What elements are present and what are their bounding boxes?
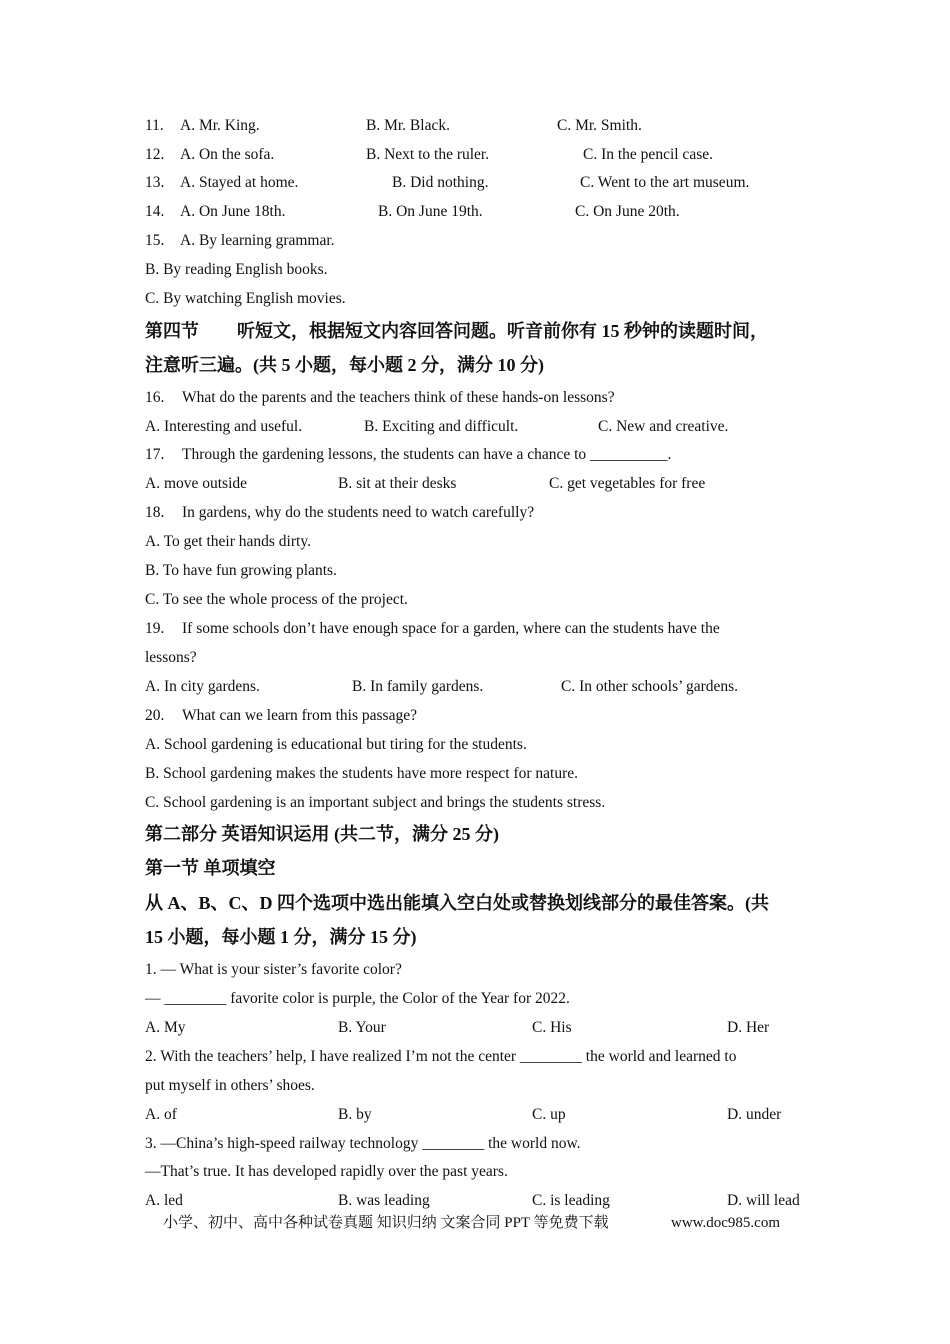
option-b: B. by bbox=[338, 1106, 372, 1123]
question-text: —That’s true. It has developed rapidly over the past years. bbox=[145, 1163, 508, 1180]
option-c: C. In the pencil case. bbox=[583, 146, 713, 163]
question-text: 3. —China’s high-speed railway technology ________ the world now. bbox=[145, 1135, 581, 1152]
question-number: 12. bbox=[145, 146, 165, 163]
option-b: B. By reading English books. bbox=[145, 261, 328, 278]
question-text: Through the gardening lessons, the students can have a chance to __________. bbox=[182, 446, 672, 463]
question-text: 1. — What is your sister’s favorite color? bbox=[145, 961, 402, 978]
instruction-line1: 从 A、B、C、D 四个选项中选出能填入空白处或替换划线部分的最佳答案。(共 bbox=[145, 893, 769, 913]
question-number: 15. bbox=[145, 232, 165, 249]
option-a: A. move outside bbox=[145, 475, 248, 492]
option-d: D. Her bbox=[727, 1019, 770, 1036]
question-number: 13. bbox=[145, 174, 165, 191]
section-heading bbox=[145, 319, 825, 343]
option-c: C. Mr. Smith. bbox=[557, 117, 642, 134]
option-d: D. under bbox=[727, 1106, 782, 1123]
option-a: A. In city gardens. bbox=[145, 678, 260, 695]
option-b: B. Your bbox=[338, 1019, 386, 1036]
question-text: 2. With the teachers’ help, I have realized I’m not the center ________ the world and learned to bbox=[145, 1048, 737, 1065]
question-number: 18. bbox=[145, 504, 165, 521]
option-c: C. New and creative. bbox=[598, 418, 729, 435]
section-heading-line2: 注意听三遍。(共 5 小题，每小题 2 分，满分 10 分) bbox=[145, 355, 544, 375]
option-b: B. Mr. Black. bbox=[366, 117, 450, 134]
option-c: C. In other schools’ gardens. bbox=[561, 678, 739, 695]
option-a: A. By learning grammar. bbox=[180, 232, 335, 249]
option-b: B. Exciting and difficult. bbox=[364, 418, 519, 435]
option-a: A. Mr. King. bbox=[180, 117, 260, 134]
option-c: C. is leading bbox=[532, 1192, 610, 1209]
option-c: C. Went to the art museum. bbox=[580, 174, 750, 191]
option-c: C. On June 20th. bbox=[575, 203, 680, 220]
question-number: 19. bbox=[145, 620, 165, 637]
question-text: If some schools don’t have enough space for a garden, where can the students have the bbox=[182, 620, 720, 637]
option-c: C. School gardening is an important subject and brings the students stress. bbox=[145, 794, 606, 811]
question-text: What do the parents and the teachers think of these hands-on lessons? bbox=[182, 389, 615, 406]
question-text-continued: lessons? bbox=[145, 649, 197, 666]
option-b: B. Next to the ruler. bbox=[366, 146, 490, 163]
question-number: 16. bbox=[145, 389, 165, 406]
option-b: B. Did nothing. bbox=[392, 174, 489, 191]
option-a: A. On June 18th. bbox=[180, 203, 286, 220]
question-number: 20. bbox=[145, 707, 165, 724]
option-a: A. of bbox=[145, 1106, 177, 1123]
option-b: B. School gardening makes the students have more respect for nature. bbox=[145, 765, 579, 782]
option-a: A. School gardening is educational but tiring for the students. bbox=[145, 736, 527, 753]
option-c: C. get vegetables for free bbox=[549, 475, 706, 492]
question-text: What can we learn from this passage? bbox=[182, 707, 417, 724]
option-d: D. will lead bbox=[727, 1192, 800, 1209]
option-b: B. To have fun growing plants. bbox=[145, 562, 337, 579]
option-b: B. In family gardens. bbox=[352, 678, 484, 695]
instruction-line2: 15 小题，每小题 1 分，满分 15 分) bbox=[145, 927, 417, 947]
section-instruction: 听短文，根据短文内容回答问题。听音前你有 15 秒钟的读题时间， bbox=[237, 321, 768, 341]
option-c: C. up bbox=[532, 1106, 566, 1123]
subsection-heading: 第一节 单项填空 bbox=[145, 858, 276, 878]
option-a: A. On the sofa. bbox=[180, 146, 275, 163]
question-number: 11. bbox=[145, 117, 164, 134]
question-number: 17. bbox=[145, 446, 165, 463]
footer-url[interactable]: www.doc985.com bbox=[671, 1215, 781, 1231]
option-a: A. My bbox=[145, 1019, 186, 1036]
question-text: — ________ favorite color is purple, the Color of the Year for 2022. bbox=[145, 990, 570, 1007]
option-b: B. was leading bbox=[338, 1192, 430, 1209]
question-number: 14. bbox=[145, 203, 165, 220]
option-c: C. To see the whole process of the project. bbox=[145, 591, 408, 608]
footer-text: 小学、初中、高中各种试卷真题 知识归纳 文案合同 PPT 等免费下载 bbox=[163, 1215, 609, 1231]
option-b: B. On June 19th. bbox=[378, 203, 483, 220]
option-c: C. His bbox=[532, 1019, 572, 1036]
option-a: A. To get their hands dirty. bbox=[145, 533, 311, 550]
question-text: put myself in others’ shoes. bbox=[145, 1077, 315, 1094]
section-label: 第四节 bbox=[145, 321, 199, 341]
option-a: A. led bbox=[145, 1192, 183, 1209]
question-text: In gardens, why do the students need to watch carefully? bbox=[182, 504, 535, 521]
option-a: A. Interesting and useful. bbox=[145, 418, 303, 435]
option-a: A. Stayed at home. bbox=[180, 174, 299, 191]
option-b: B. sit at their desks bbox=[338, 475, 457, 492]
part-heading: 第二部分 英语知识运用 (共二节，满分 25 分) bbox=[145, 824, 499, 844]
option-c: C. By watching English movies. bbox=[145, 290, 346, 307]
